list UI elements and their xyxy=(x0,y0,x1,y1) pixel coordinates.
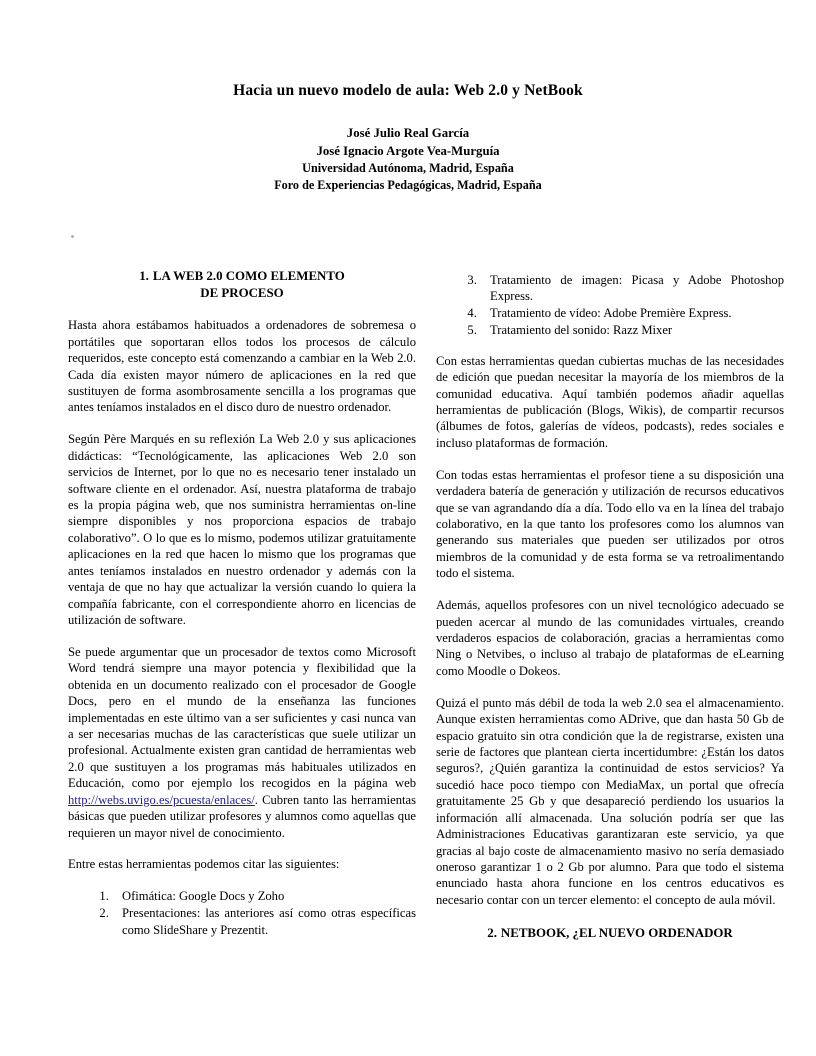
affiliation: Foro de Experiencias Pedagógicas, Madrid, España xyxy=(274,178,542,193)
author-name: José Ignacio Argote Vea-Murguía xyxy=(316,143,500,158)
paragraph: Con todas estas herramientas el profesor tiene a su disposición una verdadera batería de generación y utilización de recursos educativos que se van agrandando día a día. Todo ello va en la línea del trabajo colaborativo, en la que tanto los profesores como los alumnos van generando sus materiales que pueden ser utilizados por otros miembros de la comunidad y de esta forma se va retroalimentando todo el sistema. xyxy=(436,467,784,581)
paragraph: Con estas herramientas quedan cubiertas muchas de las necesidades de edición que puedan necesitar la mayoría de los miembros de la comunidad educativa. Aquí también podemos añadir aquellas herramientas de publicación (Blogs, Wikis), de compartir recursos (álbumes de fotos, galerías de vídeos, podcasts), redes sociales e incluso plataformas de formación. xyxy=(436,353,784,450)
paragraph: Hasta ahora estábamos habituados a ordenadores de sobremesa o portátiles que soportaran ellos todos los procesos de cálculo requeridos, este concepto está comenzando a cambiar en la Web 2.0. Cada día existen mayor número de aplicaciones en la red que sustituyen de forma asombrosamente sencilla a los programas que antes teníamos instalados en el disco duro de nuestro ordenador. xyxy=(68,318,416,415)
author-name: José Julio Real García xyxy=(346,125,470,140)
list-item: 1. Ofimática: Google Docs y Zoho xyxy=(112,888,416,904)
section-title-line1: LA WEB 2.0 COMO ELEMENTO xyxy=(152,269,345,283)
section-number: 2. xyxy=(487,926,497,941)
section-number: 1. xyxy=(139,269,149,283)
list-item: 5. Tratamiento del sonido: Razz Mixer xyxy=(480,322,784,338)
paragraph: Entre estas herramientas podemos citar las siguientes: xyxy=(68,857,340,872)
paragraph-with-link xyxy=(68,644,416,841)
stray-dot-artifact xyxy=(71,235,74,238)
paragraph-text: . Cubren tanto las herramientas básicas que pueden utilizar profesores y alumnos como aquellas que requieren un mayor nivel de conocimiento. xyxy=(68,792,416,840)
left-column xyxy=(68,268,416,957)
right-column xyxy=(436,268,784,957)
list-item: 4. Tratamiento de vídeo: Adobe Première Express. xyxy=(480,305,784,321)
list-item: 3. Tratamiento de imagen: Picasa y Adobe Photoshop Express. xyxy=(480,272,784,305)
document-header xyxy=(0,0,816,195)
affiliation: Universidad Autónoma, Madrid, España xyxy=(302,160,514,175)
section-heading-1 xyxy=(68,268,416,302)
section-title-line2: DE PROCESO xyxy=(200,286,284,301)
tools-list xyxy=(68,888,416,938)
list-item: 2. Presentaciones: las anteriores así como otras específicas como SlideShare y Prezentit. xyxy=(112,905,416,938)
external-link[interactable]: http://webs.uvigo.es/pcuesta/enlaces/ xyxy=(68,792,255,807)
two-column-body xyxy=(0,268,816,957)
section-heading-2 xyxy=(436,925,784,942)
paragraph: Además, aquellos profesores con un nivel tecnológico adecuado se pueden acercar al mundo de las comunidades virtuales, creando verdaderos espacios de colaboración, gracias a herramientas como Ning o Netvibes, o incluso al trabajo de plataformas de eLearning como Moodle o Dokeos. xyxy=(436,598,784,678)
paragraph: Según Père Marqués en su reflexión La Web 2.0 y sus aplicaciones didácticas: “Tecnológicamente, las aplicaciones Web 2.0 son servicios de Internet, por lo que no es necesario tener instalado un software cliente en el ordenador. Así, nuestra plataforma de trabajo es la propia página web, que nos suministra herramientas on-line siempre disponibles y nos proporciona espacios de trabajo colaborativo”. O lo que es lo mismo, podemos utilizar gratuitamente aplicaciones en la red que hacen lo mismo que los programas que antes teníamos instalados en nuestro ordenador y además con la ventaja de que no hay que actualizar la versión cuando lo quiera la compañía fabricante, con el correspondiente ahorro en licencias de utilización de software. xyxy=(68,432,416,627)
paragraph-text: Se puede argumentar que un procesador de textos como Microsoft Word tendrá siempre una mayor potencia y flexibilidad que la obtenida en un documento realizado con el procesador de Google Docs, pero en el mundo de la enseñanza las funciones implementadas en este último van a ser suficientes y casi nunca van a ser necesarias muchas de las características que suele utilizar un profesional. Actualmente existen gran cantidad de herramientas web 2.0 que sustituyen a los programas más habituales utilizados en Educación, como por ejemplo los recogidos en la página web xyxy=(68,644,416,791)
section-title-line1: NETBOOK, ¿EL NUEVO ORDENADOR xyxy=(500,926,733,941)
author-block xyxy=(0,124,816,195)
tools-list-continued xyxy=(436,272,784,339)
page-title: Hacia un nuevo modelo de aula: Web 2.0 y NetBook xyxy=(233,82,583,99)
paragraph: Quizá el punto más débil de toda la web 2.0 sea el almacenamiento. Aunque existen herramientas como ADrive, que dan hasta 50 Gb de espacio gratuito sin otra condición que la de registrarse, existen una serie de factores que plantean cierta incertidumbre: ¿Están los datos seguros?, ¿Quién garantiza la continuidad de estos servicios? Ya sucedió hace poco tiempo con MediaMax, un portal que ofrecía gratuitamente 25 Gb y que desapareció perdiendo los usuarios la información allí almacenada. Una solución podría ser que las Administraciones Educativas garantizaran este servicio, ya que gracias al bajo coste de almacenamiento masivo no sería demasiado oneroso garantizar 1 o 2 Gb por alumno. Para que todo el sistema enunciado hasta ahora funcione en los centros educativos es necesario contar con un tercer elemento: el concepto de aula móvil. xyxy=(436,695,784,907)
